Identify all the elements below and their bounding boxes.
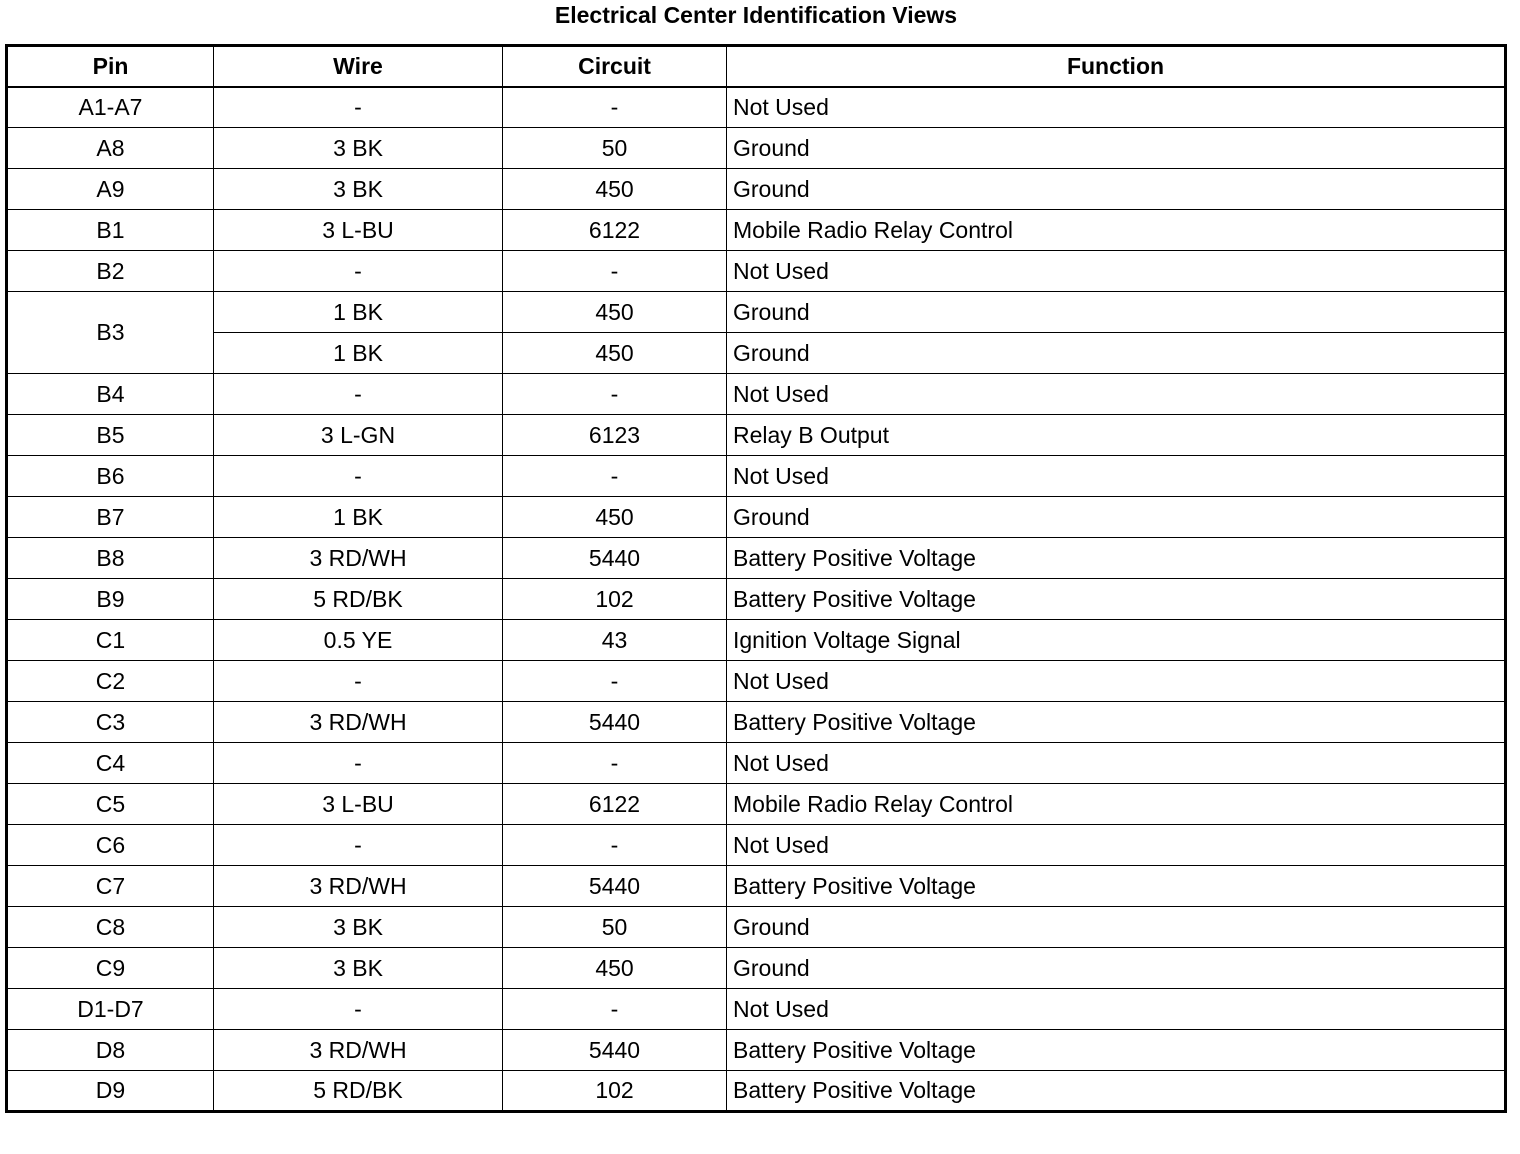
- wire-cell: -: [214, 251, 503, 292]
- table-row: [7, 292, 1506, 333]
- function-cell: Mobile Radio Relay Control: [727, 784, 1506, 825]
- wire-cell: 3 L-BU: [214, 210, 503, 251]
- table-header-row: [7, 46, 1506, 87]
- column-header-function: Function: [727, 46, 1506, 87]
- pin-cell: C9: [7, 948, 214, 989]
- circuit-cell: 5440: [503, 538, 727, 579]
- wire-cell: 3 BK: [214, 907, 503, 948]
- wire-cell: 1 BK: [214, 497, 503, 538]
- wire-cell: -: [214, 374, 503, 415]
- table-row: [7, 374, 1506, 415]
- wire-cell: 3 BK: [214, 169, 503, 210]
- wire-cell: 1 BK: [214, 292, 503, 333]
- table-row: [7, 989, 1506, 1030]
- wire-cell: -: [214, 989, 503, 1030]
- circuit-cell: 6122: [503, 784, 727, 825]
- function-cell: Ground: [727, 169, 1506, 210]
- column-header-pin: Pin: [7, 46, 214, 87]
- pin-cell: C5: [7, 784, 214, 825]
- column-header-circuit: Circuit: [503, 46, 727, 87]
- pin-cell: D9: [7, 1071, 214, 1112]
- table-row: [7, 579, 1506, 620]
- pin-cell: C4: [7, 743, 214, 784]
- circuit-cell: 43: [503, 620, 727, 661]
- circuit-cell: 102: [503, 1071, 727, 1112]
- circuit-cell: 5440: [503, 866, 727, 907]
- pin-table: [5, 44, 1507, 1113]
- table-row: [7, 1071, 1506, 1112]
- table-row: [7, 333, 1506, 374]
- pin-cell: B1: [7, 210, 214, 251]
- pin-cell: A1-A7: [7, 87, 214, 128]
- pin-cell: B3: [7, 292, 214, 374]
- function-cell: Ground: [727, 292, 1506, 333]
- circuit-cell: -: [503, 661, 727, 702]
- pin-cell: B5: [7, 415, 214, 456]
- pin-cell: C3: [7, 702, 214, 743]
- function-cell: Ignition Voltage Signal: [727, 620, 1506, 661]
- circuit-cell: 50: [503, 128, 727, 169]
- circuit-cell: -: [503, 456, 727, 497]
- table-row: [7, 784, 1506, 825]
- function-cell: Not Used: [727, 87, 1506, 128]
- circuit-cell: -: [503, 374, 727, 415]
- table-row: [7, 1030, 1506, 1071]
- table-row: [7, 415, 1506, 456]
- table-row: [7, 743, 1506, 784]
- function-cell: Battery Positive Voltage: [727, 1071, 1506, 1112]
- table-row: [7, 702, 1506, 743]
- pin-cell: C1: [7, 620, 214, 661]
- pin-cell: A8: [7, 128, 214, 169]
- pin-cell: B2: [7, 251, 214, 292]
- function-cell: Ground: [727, 128, 1506, 169]
- circuit-cell: 50: [503, 907, 727, 948]
- circuit-cell: -: [503, 989, 727, 1030]
- wire-cell: 3 RD/WH: [214, 1030, 503, 1071]
- circuit-cell: -: [503, 825, 727, 866]
- pin-cell: B9: [7, 579, 214, 620]
- table-row: [7, 825, 1506, 866]
- wire-cell: 3 L-GN: [214, 415, 503, 456]
- wire-cell: -: [214, 456, 503, 497]
- function-cell: Not Used: [727, 989, 1506, 1030]
- pin-cell: D1-D7: [7, 989, 214, 1030]
- wire-cell: 5 RD/BK: [214, 579, 503, 620]
- pin-cell: B7: [7, 497, 214, 538]
- table-row: [7, 948, 1506, 989]
- function-cell: Ground: [727, 948, 1506, 989]
- circuit-cell: -: [503, 743, 727, 784]
- table-row: [7, 866, 1506, 907]
- wire-cell: -: [214, 87, 503, 128]
- table-row: [7, 210, 1506, 251]
- circuit-cell: 5440: [503, 1030, 727, 1071]
- function-cell: Not Used: [727, 743, 1506, 784]
- circuit-cell: 450: [503, 497, 727, 538]
- function-cell: Battery Positive Voltage: [727, 702, 1506, 743]
- pin-cell: C8: [7, 907, 214, 948]
- table-row: [7, 169, 1506, 210]
- wire-cell: 1 BK: [214, 333, 503, 374]
- circuit-cell: 450: [503, 948, 727, 989]
- function-cell: Relay B Output: [727, 415, 1506, 456]
- wire-cell: 3 RD/WH: [214, 866, 503, 907]
- function-cell: Battery Positive Voltage: [727, 579, 1506, 620]
- table-row: [7, 497, 1506, 538]
- function-cell: Ground: [727, 907, 1506, 948]
- function-cell: Battery Positive Voltage: [727, 1030, 1506, 1071]
- pin-cell: B8: [7, 538, 214, 579]
- function-cell: Ground: [727, 333, 1506, 374]
- circuit-cell: 6122: [503, 210, 727, 251]
- pin-cell: C2: [7, 661, 214, 702]
- wire-cell: -: [214, 743, 503, 784]
- function-cell: Not Used: [727, 456, 1506, 497]
- wire-cell: 3 BK: [214, 128, 503, 169]
- function-cell: Not Used: [727, 825, 1506, 866]
- circuit-cell: 450: [503, 292, 727, 333]
- circuit-cell: 5440: [503, 702, 727, 743]
- pin-cell: D8: [7, 1030, 214, 1071]
- function-cell: Ground: [727, 497, 1506, 538]
- pin-cell: C7: [7, 866, 214, 907]
- table-row: [7, 907, 1506, 948]
- wire-cell: 0.5 YE: [214, 620, 503, 661]
- wire-cell: -: [214, 661, 503, 702]
- function-cell: Battery Positive Voltage: [727, 866, 1506, 907]
- function-cell: Battery Positive Voltage: [727, 538, 1506, 579]
- page-title: Electrical Center Identification Views: [554, 2, 958, 28]
- wire-cell: 5 RD/BK: [214, 1071, 503, 1112]
- wire-cell: 3 BK: [214, 948, 503, 989]
- table-row: [7, 87, 1506, 128]
- function-cell: Mobile Radio Relay Control: [727, 210, 1506, 251]
- table-row: [7, 620, 1506, 661]
- circuit-cell: 450: [503, 169, 727, 210]
- pin-cell: A9: [7, 169, 214, 210]
- circuit-cell: 102: [503, 579, 727, 620]
- circuit-cell: -: [503, 251, 727, 292]
- function-cell: Not Used: [727, 661, 1506, 702]
- function-cell: Not Used: [727, 251, 1506, 292]
- table-row: [7, 661, 1506, 702]
- pin-cell: B6: [7, 456, 214, 497]
- wire-cell: 3 L-BU: [214, 784, 503, 825]
- wire-cell: 3 RD/WH: [214, 538, 503, 579]
- table-row: [7, 128, 1506, 169]
- table-row: [7, 251, 1506, 292]
- wire-cell: 3 RD/WH: [214, 702, 503, 743]
- circuit-cell: 6123: [503, 415, 727, 456]
- pin-cell: B4: [7, 374, 214, 415]
- table-row: [7, 456, 1506, 497]
- circuit-cell: 450: [503, 333, 727, 374]
- column-header-wire: Wire: [214, 46, 503, 87]
- function-cell: Not Used: [727, 374, 1506, 415]
- wire-cell: -: [214, 825, 503, 866]
- table-row: [7, 538, 1506, 579]
- pin-cell: C6: [7, 825, 214, 866]
- circuit-cell: -: [503, 87, 727, 128]
